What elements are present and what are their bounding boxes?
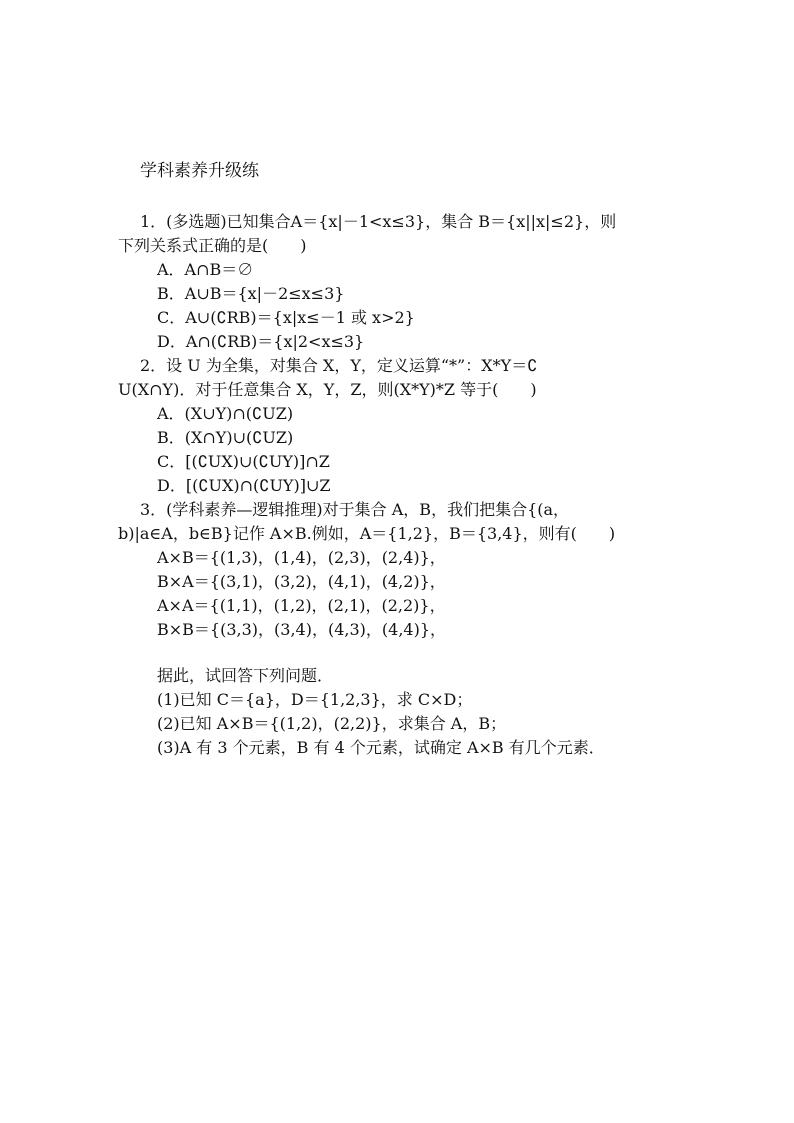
q2-stem-line2: U(X∩Y)．对于任意集合 X，Y，Z，则(X*Y)*Z 等于( ) (118, 380, 537, 399)
q3-example-bxb: B×B＝{(3,3)，(3,4)，(4,3)，(4,4)}， (157, 620, 447, 639)
q3-part-1: (1)已知 C＝{a}，D＝{1,2,3}，求 C×D； (157, 690, 473, 709)
q2-option-d: D．[(∁UX)∩(∁UY)]∪Z (157, 476, 331, 495)
q1-option-a: A．A∩B＝∅ (157, 260, 254, 279)
q2-stem-line1: 2．设 U 为全集，对集合 X，Y，定义运算“*”：X*Y＝∁ (140, 356, 538, 375)
q3-prompt: 据此，试回答下列问题． (157, 666, 334, 685)
q1-stem-line2: 下列关系式正确的是( ) (118, 236, 307, 255)
section-title: 学科素养升级练 (140, 161, 259, 181)
q3-example-bxa: B×A＝{(3,1)，(3,2)，(4,1)，(4,2)}， (157, 572, 446, 591)
q1-option-b: B．A∪B＝{x|－2≤x≤3} (157, 284, 345, 303)
q3-part-3: (3)A 有 3 个元素，B 有 4 个元素，试确定 A×B 有几个元素． (157, 738, 605, 757)
q3-example-axb: A×B＝{(1,3)，(1,4)，(2,3)，(2,4)}， (157, 548, 446, 567)
q2-option-c: C．[(∁UX)∪(∁UY)]∩Z (157, 452, 330, 471)
q3-stem-line2: b)|a∈A，b∈B}记作 A×B.例如，A＝{1,2}，B＝{3,4}，则有( ) (118, 524, 616, 543)
q1-option-c: C．A∪(∁RB)＝{x|x≤－1 或 x>2} (157, 308, 415, 327)
q3-stem-line1: 3．(学科素养—逻辑推理)对于集合 A，B，我们把集合{(a， (140, 500, 570, 519)
q3-example-axa: A×A＝{(1,1)，(1,2)，(2,1)，(2,2)}， (157, 596, 446, 615)
q2-option-a: A．(X∪Y)∩(∁UZ) (157, 404, 294, 423)
q1-option-d: D．A∩(∁RB)＝{x|2<x≤3} (157, 332, 365, 351)
q3-part-2: (2)已知 A×B＝{(1,2)，(2,2)}，求集合 A，B； (157, 714, 507, 733)
q2-option-b: B．(X∩Y)∪(∁UZ) (157, 428, 294, 447)
q1-stem-line1: 1．(多选题)已知集合A＝{x|－1<x≤3}，集合 B＝{x||x|≤2}，则 (140, 212, 617, 231)
